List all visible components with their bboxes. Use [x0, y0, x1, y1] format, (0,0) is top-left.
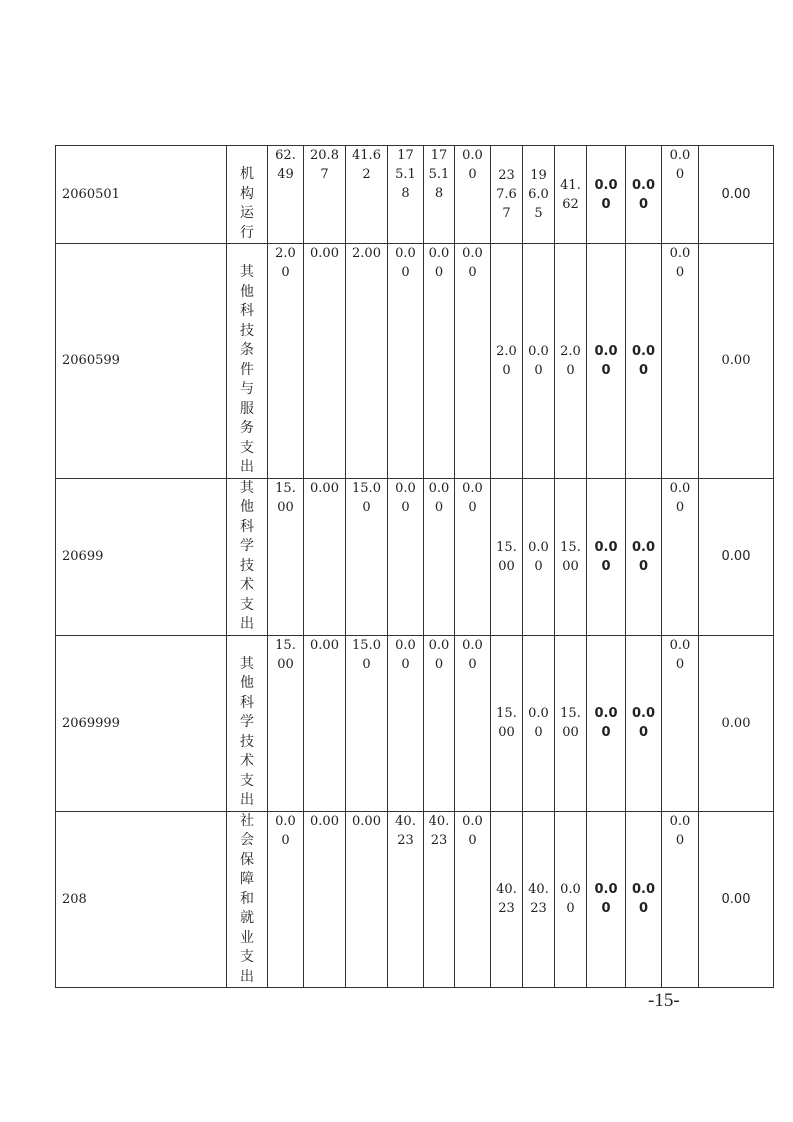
- cell-value: 15.00: [496, 539, 517, 574]
- cell-value: 0.00: [395, 246, 416, 280]
- table-row: [56, 811, 774, 988]
- cell-value: 40.23: [528, 882, 549, 917]
- cell-value: 0.00: [395, 637, 416, 672]
- cell-value: 175.18: [428, 148, 450, 201]
- cell-value: 20.87: [310, 148, 339, 182]
- cell-value: 15.00: [560, 706, 581, 740]
- cell-value: 0.00: [462, 246, 483, 280]
- row-name: 其他科学技术支出: [240, 655, 254, 808]
- cell-value: 0.00: [310, 480, 339, 496]
- row-code: 208: [56, 811, 227, 988]
- cell-value: 0.00: [528, 539, 549, 574]
- cell-value: 62.49: [275, 148, 296, 182]
- cell-value: 0.00: [669, 637, 691, 672]
- cell-value: 2.00: [352, 246, 381, 261]
- cell-value: 2.00: [560, 343, 581, 378]
- cell-value: 0.00: [631, 343, 656, 378]
- cell-value: 0.00: [462, 637, 483, 672]
- cell-value: 0.00: [699, 244, 774, 479]
- cell-value: 237.67: [496, 168, 517, 221]
- cell-value: 15.00: [275, 480, 296, 515]
- cell-value: 2.00: [275, 246, 296, 280]
- cell-value: 15.00: [496, 706, 517, 740]
- table-row: [56, 146, 774, 244]
- table-row: [56, 478, 774, 635]
- cell-value: 0.00: [699, 811, 774, 988]
- cell-value: 196.05: [528, 168, 549, 221]
- row-name: 社会保障和就业支出: [240, 812, 254, 985]
- cell-value: 41.62: [352, 148, 381, 182]
- cell-value: 0.00: [631, 539, 656, 574]
- cell-value: 15.00: [352, 480, 381, 515]
- cell-value: 0.00: [631, 882, 656, 917]
- row-name: 其他科技条件与服务支出: [240, 264, 254, 475]
- cell-value: 0.00: [594, 706, 618, 740]
- table-row: [56, 244, 774, 479]
- row-name: 其他科学技术支出: [240, 479, 254, 632]
- cell-value: 0.00: [560, 882, 581, 917]
- page-number: -15-: [648, 990, 680, 1011]
- cell-value: 0.00: [594, 177, 618, 212]
- cell-value: 0.00: [275, 813, 296, 848]
- cell-value: 0.00: [631, 706, 656, 740]
- row-name: 机构运行: [240, 166, 254, 241]
- cell-value: 0.00: [310, 246, 339, 261]
- cell-value: 0.00: [594, 539, 618, 574]
- cell-value: 0.00: [699, 635, 774, 811]
- cell-value: 0.00: [528, 343, 549, 378]
- cell-value: 0.00: [699, 478, 774, 635]
- cell-value: 0.00: [428, 246, 450, 280]
- cell-value: 0.00: [310, 813, 339, 829]
- cell-value: 0.00: [631, 177, 656, 212]
- cell-value: 0.00: [669, 148, 691, 182]
- cell-value: 40.23: [496, 882, 517, 917]
- cell-value: 0.00: [462, 813, 483, 848]
- cell-value: 0.00: [395, 480, 416, 515]
- cell-value: 2.00: [496, 343, 517, 378]
- cell-value: 0.00: [462, 148, 483, 182]
- cell-value: 15.00: [275, 637, 296, 672]
- cell-value: 40.23: [428, 813, 450, 848]
- row-code: 20699: [56, 478, 227, 635]
- budget-table: [55, 145, 774, 988]
- cell-value: 0.00: [594, 882, 618, 917]
- row-code: 2060501: [56, 146, 227, 244]
- cell-value: 175.18: [395, 148, 416, 201]
- cell-value: 0.00: [310, 637, 339, 653]
- cell-value: 0.00: [352, 813, 381, 829]
- cell-value: 0.00: [669, 480, 691, 515]
- cell-value: 0.00: [669, 246, 691, 280]
- cell-value: 0.00: [462, 480, 483, 515]
- cell-value: 0.00: [428, 637, 450, 672]
- row-code: 2069999: [56, 635, 227, 811]
- cell-value: 0.00: [528, 706, 549, 740]
- cell-value: 15.00: [560, 539, 581, 574]
- row-code: 2060599: [56, 244, 227, 479]
- cell-value: 0.00: [699, 146, 774, 244]
- cell-value: 15.00: [352, 637, 381, 672]
- cell-value: 0.00: [594, 343, 618, 378]
- cell-value: 41.62: [560, 177, 581, 212]
- cell-value: 0.00: [669, 813, 691, 848]
- table-row: [56, 635, 774, 811]
- cell-value: 40.23: [395, 813, 416, 848]
- cell-value: 0.00: [428, 480, 450, 515]
